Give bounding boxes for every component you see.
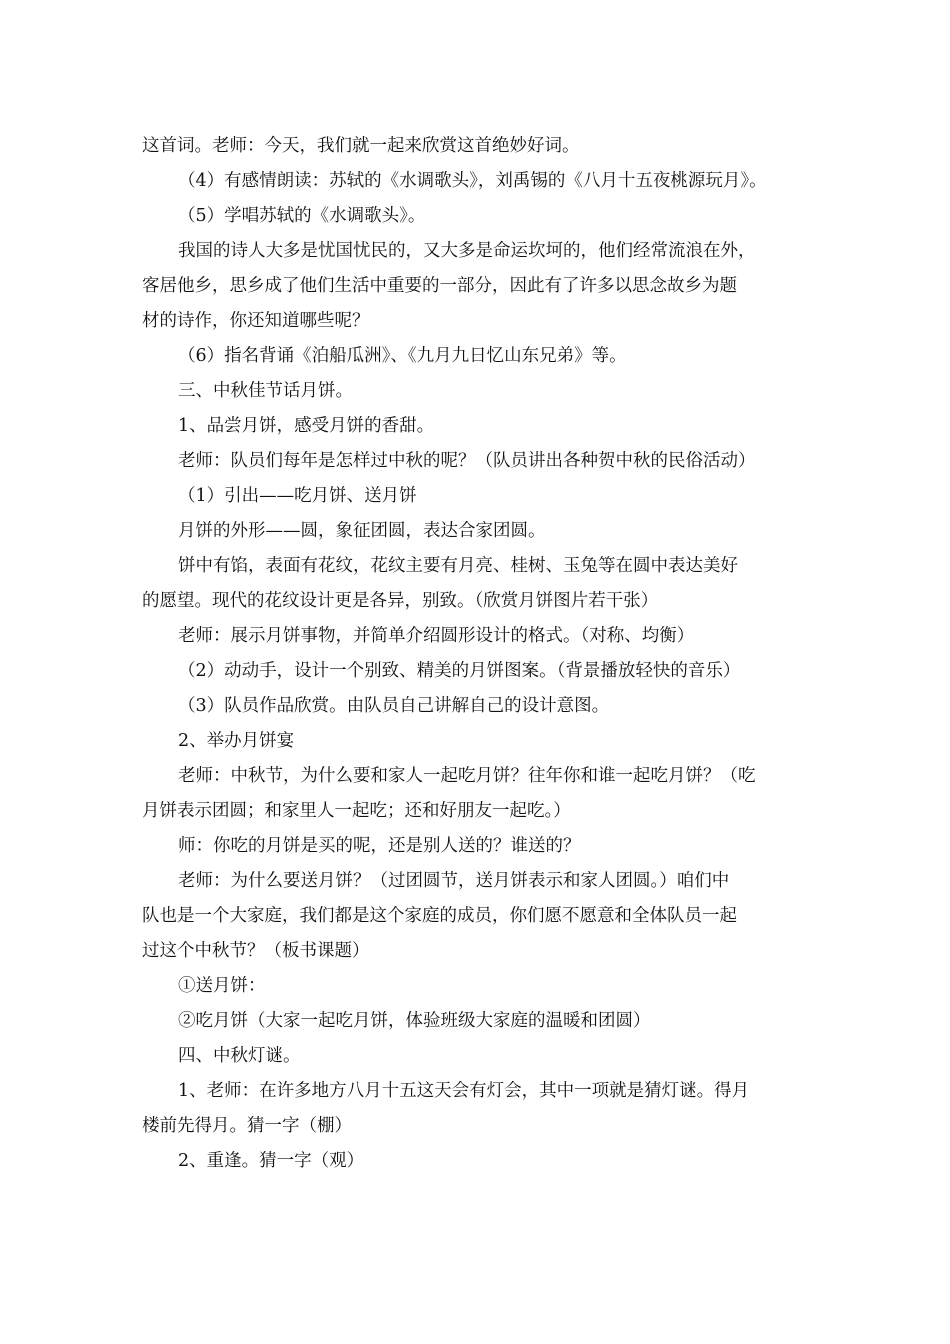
paragraph-line: （6）指名背诵《泊船瓜洲》、《九月九日忆山东兄弟》等。 [178,346,627,366]
paragraph-line: （4）有感情朗读：苏轼的《水调歌头》，刘禹锡的《八月十五夜桃源玩月》。 [178,171,767,191]
paragraph-line: 三、中秋佳节话月饼。 [178,381,353,401]
paragraph-line: 师：你吃的月饼是买的呢，还是别人送的？谁送的？ [178,836,581,856]
paragraph-line: 月饼表示团圆；和家里人一起吃；还和好朋友一起吃。） [142,801,571,821]
paragraph-line: 饼中有馅，表面有花纹，花纹主要有月亮、桂树、玉兔等在圆中表达美好 [178,556,738,576]
paragraph-line: 这首词。老师：今天，我们就一起来欣赏这首绝妙好词。 [142,136,580,156]
paragraph-line: （1）引出——吃月饼、送月饼 [178,486,417,506]
paragraph-line: 过这个中秋节？（板书课题） [142,941,370,961]
paragraph-line: 老师：展示月饼事物，并简单介绍圆形设计的格式。（对称、均衡） [178,626,695,646]
paragraph-line: 2、重逢。猜一字（观） [178,1151,365,1171]
paragraph-line: 2、举办月饼宴 [178,731,295,751]
paragraph-line: 的愿望。现代的花纹设计更是各异，别致。（欣赏月饼图片若干张） [142,591,659,611]
document-body [142,129,812,1179]
paragraph-line: 客居他乡，思乡成了他们生活中重要的一部分，因此有了许多以思念故乡为题 [142,276,737,296]
paragraph-line: 老师：中秋节，为什么要和家人一起吃月饼？往年你和谁一起吃月饼？（吃 [178,766,756,786]
paragraph-line: （2）动动手，设计一个别致、精美的月饼图案。（背景播放轻快的音乐） [178,661,741,681]
paragraph-line: （3）队员作品欣赏。由队员自己讲解自己的设计意图。 [178,696,610,716]
paragraph-line: 楼前先得月。猜一字（棚） [142,1116,352,1136]
paragraph-line: 老师：队员们每年是怎样过中秋的呢？（队员讲出各种贺中秋的民俗活动） [178,451,756,471]
paragraph-line: 1、品尝月饼，感受月饼的香甜。 [178,416,435,436]
paragraph-line: （5）学唱苏轼的《水调歌头》。 [178,206,426,226]
paragraph-line: ①送月饼： [178,976,266,996]
paragraph-line: ②吃月饼（大家一起吃月饼，体验班级大家庭的温暖和团圆） [178,1011,651,1031]
paragraph-line: 1、老师：在许多地方八月十五这天会有灯会，其中一项就是猜灯谜。得月 [178,1081,750,1101]
paragraph-line: 四、中秋灯谜。 [178,1046,301,1066]
paragraph-line: 队也是一个大家庭，我们都是这个家庭的成员，你们愿不愿意和全体队员一起 [142,906,737,926]
paragraph-line: 我国的诗人大多是忧国忧民的，又大多是命运坎坷的，他们经常流浪在外， [178,241,756,261]
paragraph-line: 材的诗作，你还知道哪些呢？ [142,311,370,331]
paragraph-line: 老师：为什么要送月饼？（过团圆节，送月饼表示和家人团圆。）咱们中 [178,871,730,891]
paragraph-line: 月饼的外形——圆，象征团圆，表达合家团圆。 [178,521,546,541]
